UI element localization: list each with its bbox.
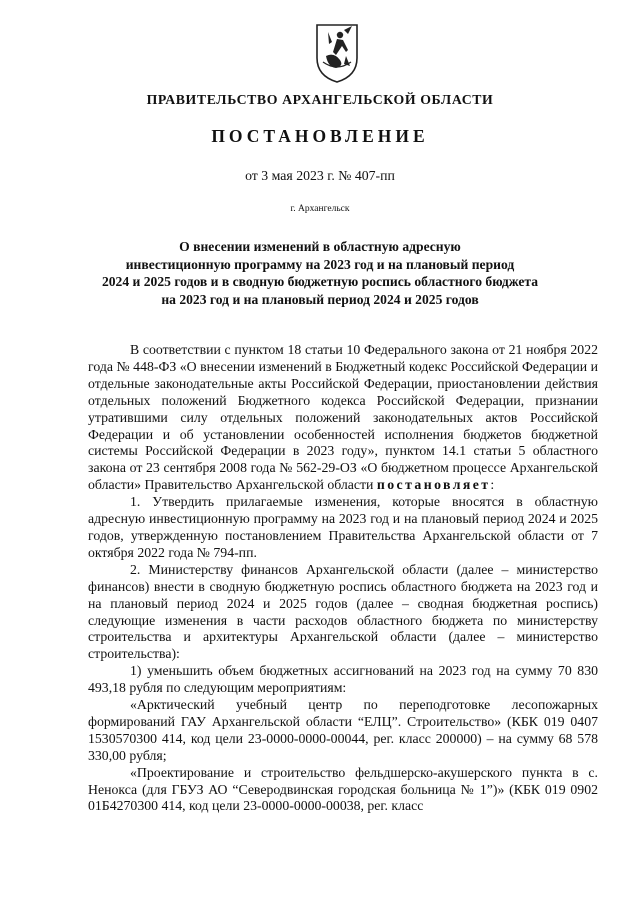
measure-1-paragraph: «Арктический учебный центр по переподготовке лесопожарных формирований ГАУ Архангельской области “ЕЛЦ”. Строительство» (КБК 019 0407 1530570300 414, код цели 23-0000-0000-00044, рег. класс 200000) – на сумму 68 578 330,00 рубля;: [88, 697, 598, 763]
document-city: г. Архангельск: [290, 204, 350, 214]
government-name: ПРАВИТЕЛЬСТВО АРХАНГЕЛЬСКОЙ ОБЛАСТИ: [146, 92, 494, 107]
subject-line: 2024 и 2025 годов и в сводную бюджетную роспись областного бюджета: [101, 274, 539, 289]
coat-of-arms-icon: [314, 22, 360, 84]
preamble-paragraph: [88, 342, 598, 494]
subject-line: на 2023 год и на плановый период 2024 и 2025 годов: [161, 291, 479, 307]
preamble-text: В соответствии с пунктом 18 статьи 10 Федерального закона от 21 ноября 2022 года № 448-ФЗ «О внесении изменений в Бюджетный кодекс Российской Федерации и отдельные законодательные акты Российской Федерации, приостановлении действия отдельных положений Бюджетного кодекса Российской Федерации, признании утратившими силу отдельных положений законодательных актов Российской Федерации и об установлении особенностей исполнения бюджетов бюджетной системы Российской Федерации в 2023 году», пунктом 14.1 статьи 5 областного закона от 23 сентября 2008 года № 562-29-ОЗ «О бюджетном процессе Архангельской области» Правительство Архангельской области: [88, 342, 598, 493]
decree-keyword: постановляет: [376, 477, 491, 493]
document-subject: [60, 238, 580, 308]
subject-line: инвестиционную программу на 2023 год и на плановый период: [125, 256, 515, 272]
item-2-paragraph: 2. Министерству финансов Архангельской области (далее – министерство финансов) внести в сводную бюджетную роспись областного бюджета на 2023 год и на плановый период 2024 и 2025 годов (далее – сводная бюджетная роспись) следующие изменения в части расходов областного бюджета по министерству строительства и архитектуры Архангельской области (далее – министерство строительства):: [88, 561, 598, 662]
document-date-number: от 3 мая 2023 г. № 407-пп: [245, 168, 395, 183]
measure-2-paragraph: «Проектирование и строительство фельдшерско-акушерского пункта в с. Ненокса (для ГБУЗ АО “Северодвинская городская больница № 1”)» (КБК 019 0902 01Б4270300 414, код цели 23-0000-0000-00038, рег. класс: [88, 764, 598, 814]
preamble-colon: :: [490, 477, 495, 493]
subitem-1-paragraph: 1) уменьшить объем бюджетных ассигнований на 2023 год на сумму 70 830 493,18 рубля по следующим мероприятиям:: [88, 663, 598, 696]
item-1-paragraph: 1. Утвердить прилагаемые изменения, которые вносятся в областную адресную инвестиционную программу на 2023 год и на плановый период 2024 и 2025 годов, утвержденную постановлением Правительства Архангельской области от 7 октября 2022 года № 794-пп.: [88, 494, 598, 560]
subject-line: О внесении изменений в областную адресную: [179, 239, 461, 254]
document-body: [88, 342, 598, 815]
document-type: ПОСТАНОВЛЕНИЕ: [211, 126, 429, 146]
